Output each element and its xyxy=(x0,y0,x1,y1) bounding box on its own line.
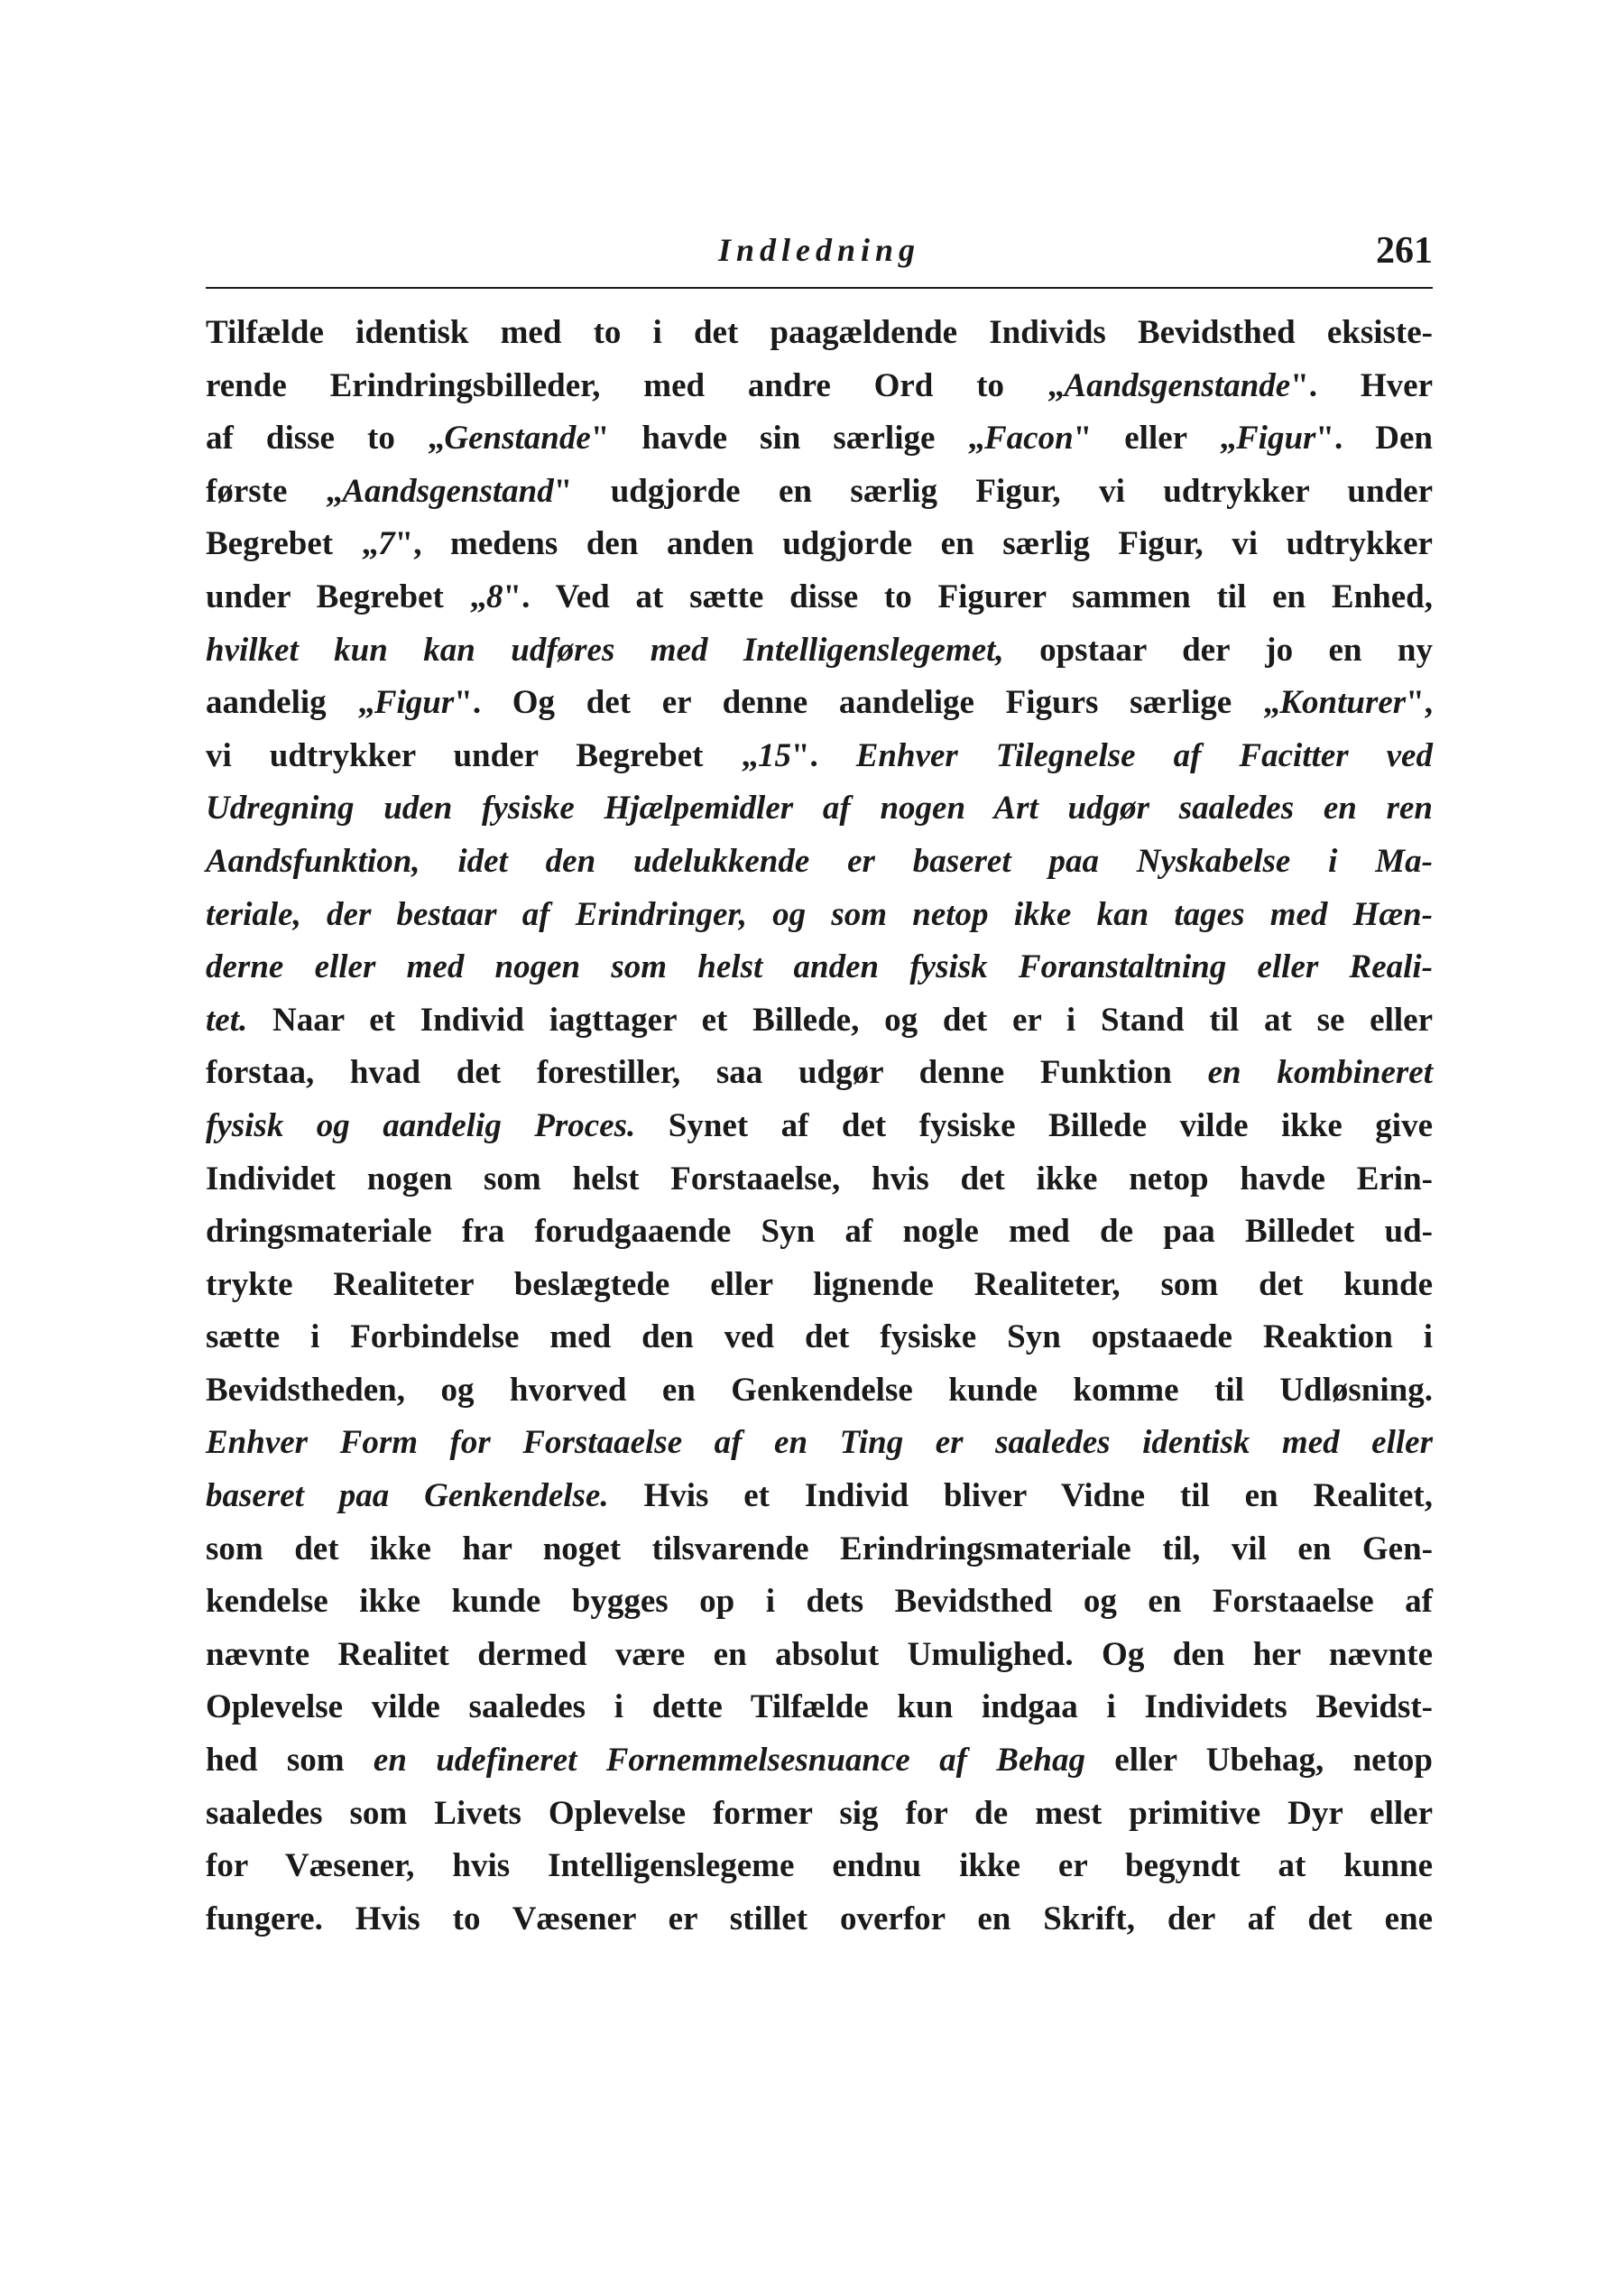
text-line xyxy=(206,1681,1433,1734)
text-line xyxy=(206,1047,1433,1100)
text-segment: opstaar der jo en ny xyxy=(1003,631,1433,669)
italic-text-segment: Aandsgenstande xyxy=(1064,366,1291,404)
text-segment: " udgjorde en særlig Figur, vi udtrykker under xyxy=(553,472,1433,510)
italic-text-segment: en kombineret xyxy=(1207,1054,1433,1092)
text-line xyxy=(206,677,1433,730)
text-segment: Naar et Individ iagttager et Billede, og det er i Stand til at se eller xyxy=(247,1001,1433,1039)
text-segment: Tilfælde identisk med to i det paagældende Individs Bevidsthed eksiste- xyxy=(206,314,1433,351)
italic-text-segment: Figur xyxy=(374,684,455,722)
text-line xyxy=(206,1100,1433,1153)
text-line xyxy=(206,1153,1433,1207)
italic-text-segment: fysisk og aandelig Proces. xyxy=(206,1106,636,1144)
text-segment: sætte i Forbindelse med den ved det fysiske Syn opstaaede Reaktion i xyxy=(206,1318,1433,1356)
text-segment: første „ xyxy=(206,472,343,510)
body-text xyxy=(206,307,1433,1946)
text-segment: ", medens den anden udgjorde en særlig Figur, vi udtrykker xyxy=(394,525,1433,563)
page-header xyxy=(206,224,1433,289)
page-number: 261 xyxy=(1376,230,1433,272)
text-segment: rende Erindringsbilleder, med andre Ord to „ xyxy=(206,366,1065,404)
italic-text-segment: derne eller med nogen som helst anden fysisk Foranstaltning eller Reali- xyxy=(206,948,1433,986)
text-line xyxy=(206,836,1433,889)
header-rule xyxy=(206,287,1433,289)
text-line xyxy=(206,1629,1433,1682)
text-line xyxy=(206,1840,1433,1893)
text-line xyxy=(206,571,1433,624)
text-segment: saaledes som Livets Oplevelse former sig for de mest primitive Dyr eller xyxy=(206,1794,1433,1832)
text-segment: Synet af det fysiske Billede vilde ikke give xyxy=(635,1106,1434,1144)
text-line xyxy=(206,730,1433,783)
italic-text-segment: teriale, der bestaar af Erindringer, og som netop ikke kan tages med Hæn- xyxy=(206,895,1433,933)
text-segment: " eller „ xyxy=(1073,420,1236,458)
text-segment: ". Ved at sætte disse to Figurer sammen til en Enhed, xyxy=(503,578,1433,615)
text-segment: Oplevelse vilde saaledes i dette Tilfælde kun indgaa i Individets Bevidst- xyxy=(206,1688,1433,1726)
text-line xyxy=(206,1788,1433,1841)
text-segment: ". xyxy=(790,736,856,774)
italic-text-segment: Facon xyxy=(983,420,1074,458)
text-segment: " havde sin særlige „ xyxy=(590,420,984,458)
text-line xyxy=(206,1734,1433,1788)
text-line xyxy=(206,782,1433,836)
text-segment: ". Og det er denne aandelige Figurs særlige „ xyxy=(454,684,1280,722)
text-line xyxy=(206,518,1433,571)
text-line xyxy=(206,466,1433,519)
text-segment: Individet nogen som helst Forstaaelse, hvis det ikke netop havde Erin- xyxy=(206,1160,1433,1197)
text-segment: kendelse ikke kunde bygges op i dets Bevidsthed og en Forstaaelse af xyxy=(206,1583,1433,1621)
text-line xyxy=(206,1576,1433,1629)
text-line xyxy=(206,360,1433,413)
text-segment: vi udtrykker under Begrebet „ xyxy=(206,736,758,774)
text-segment: for Væsener, hvis Intelligenslegeme endnu ikke er begyndt at kunne xyxy=(206,1847,1433,1885)
text-line xyxy=(206,412,1433,466)
text-segment: ", xyxy=(1406,684,1434,722)
text-line xyxy=(206,1259,1433,1312)
italic-text-segment: Figur xyxy=(1235,420,1316,458)
running-head: Indledning xyxy=(717,232,921,268)
text-line xyxy=(206,1417,1433,1470)
text-line xyxy=(206,1470,1433,1523)
text-segment: under Begrebet „ xyxy=(206,578,487,615)
italic-text-segment: 7 xyxy=(378,525,395,563)
text-segment: nævnte Realitet dermed være en absolut Umulighed. Og den her nævnte xyxy=(206,1635,1433,1673)
italic-text-segment: Enhver Tilegnelse af Facitter ved xyxy=(855,736,1433,774)
text-line xyxy=(206,1206,1433,1259)
italic-text-segment: Genstande xyxy=(444,420,591,458)
text-segment: eller Ubehag, netop xyxy=(1084,1742,1433,1780)
italic-text-segment: Konturer xyxy=(1279,684,1407,722)
text-line xyxy=(206,1523,1433,1576)
italic-text-segment: hvilket kun kan udføres med Intelligenslegemet, xyxy=(206,631,1004,669)
italic-text-segment: Aandsfunktion, idet den udelukkende er baseret paa Nyskabelse i Ma- xyxy=(206,842,1433,880)
text-line xyxy=(206,1364,1433,1418)
text-line xyxy=(206,941,1433,994)
text-segment: Bevidstheden, og hvorved en Genkendelse kunde komme til Udløsning. xyxy=(206,1371,1433,1409)
text-segment: ". Den xyxy=(1315,420,1433,458)
text-segment: hed som xyxy=(206,1742,374,1780)
text-segment: aandelig „ xyxy=(206,684,374,722)
text-line xyxy=(206,1893,1433,1946)
text-line xyxy=(206,624,1433,678)
text-segment: Begrebet „ xyxy=(206,525,379,563)
text-segment: ". Hver xyxy=(1290,366,1433,404)
text-segment: dringsmateriale fra forudgaaende Syn af nogle med de paa Billedet ud- xyxy=(206,1213,1433,1251)
italic-text-segment: Aandsgenstand xyxy=(342,472,554,510)
text-segment: Hvis et Individ bliver Vidne til en Realitet, xyxy=(608,1477,1433,1515)
text-segment: som det ikke har noget tilsvarende Erindringsmateriale til, vil en Gen- xyxy=(206,1530,1433,1567)
italic-text-segment: en udefineret Fornemmelsesnuance af Behag xyxy=(373,1742,1085,1780)
italic-text-segment: Udregning uden fysiske Hjælpemidler af nogen Art udgør saaledes en ren xyxy=(206,790,1433,828)
text-line xyxy=(206,1311,1433,1364)
text-segment: fungere. Hvis to Væsener er stillet overfor en Skrift, der af det ene xyxy=(206,1900,1433,1937)
text-segment: forstaa, hvad det forestiller, saa udgør denne Funktion xyxy=(206,1054,1208,1092)
text-line xyxy=(206,889,1433,942)
text-segment: trykte Realiteter beslægtede eller lignende Realiteter, som det kunde xyxy=(206,1265,1433,1303)
italic-text-segment: 15 xyxy=(757,736,791,774)
italic-text-segment: baseret paa Genkendelse. xyxy=(206,1477,609,1515)
italic-text-segment: Enhver Form for Forstaaelse af en Ting er saaledes identisk med eller xyxy=(206,1424,1433,1462)
text-line xyxy=(206,994,1433,1048)
text-line xyxy=(206,307,1433,360)
italic-text-segment: tet. xyxy=(206,1001,248,1039)
text-segment: af disse to „ xyxy=(206,420,445,458)
italic-text-segment: 8 xyxy=(486,578,503,615)
